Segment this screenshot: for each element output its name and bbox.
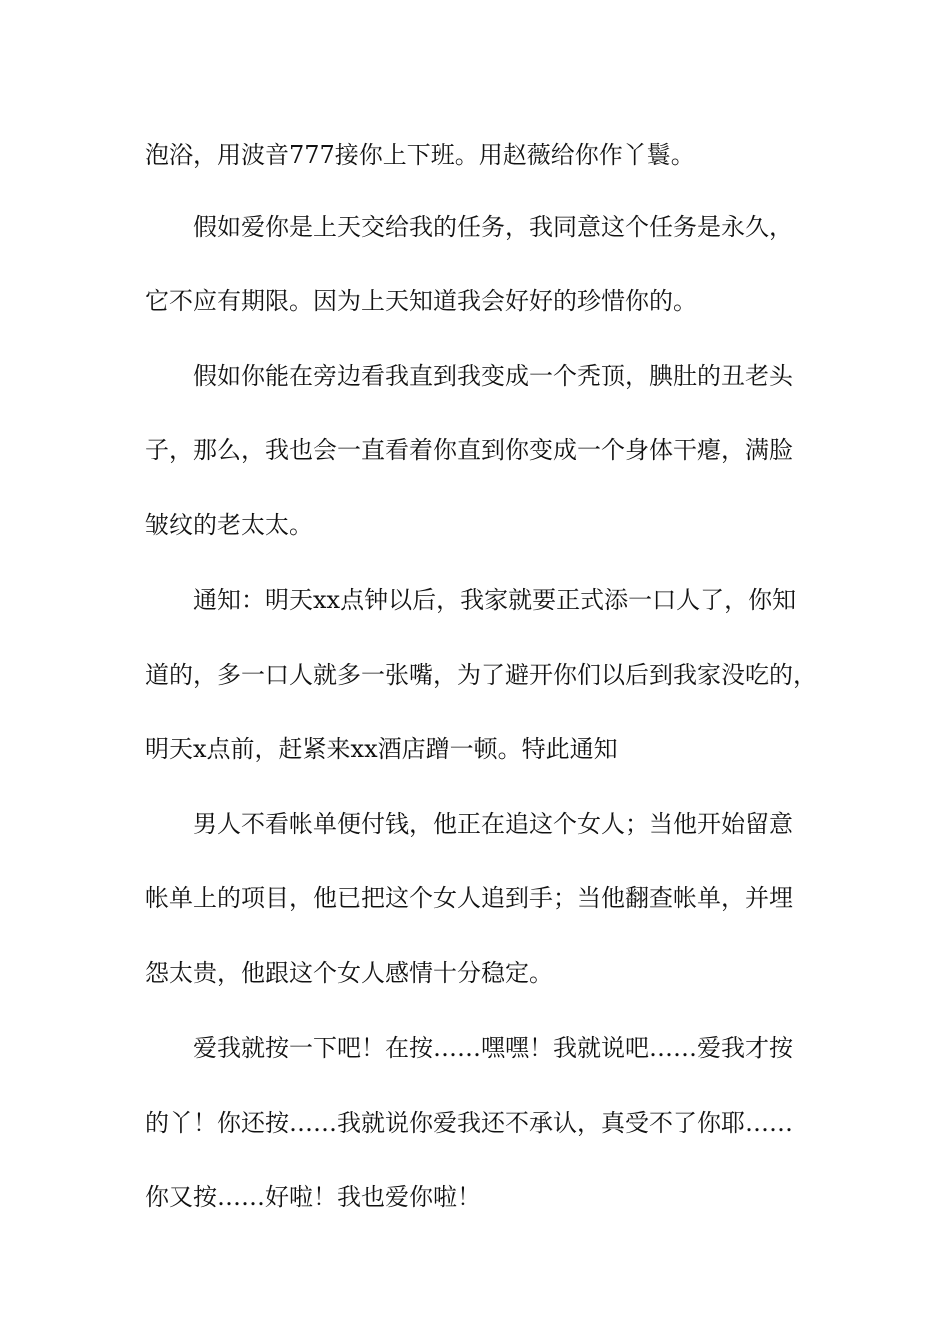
text-line: 明天x点前，赶紧来xx酒店蹭一顿。特此通知 [145,735,618,763]
text-line: 的丫！你还按……我就说你爱我还不承认，真受不了你耶…… [145,1109,793,1137]
text-line: 帐单上的项目，他已把这个女人追到手；当他翻查帐单，并埋 [145,884,793,912]
text-line: 男人不看帐单便付钱，他正在追这个女人；当他开始留意 [193,810,793,838]
text-line: 怨太贵，他跟这个女人感情十分稳定。 [145,959,553,987]
text-line: 假如爱你是上天交给我的任务，我同意这个任务是永久， [193,213,793,241]
text-line: 爱我就按一下吧！在按……嘿嘿！我就说吧……爱我才按 [193,1034,793,1062]
text-line: 它不应有期限。因为上天知道我会好好的珍惜你的。 [145,287,697,315]
text-line: 通知：明天xx点钟以后，我家就要正式添一口人了，你知 [193,586,797,614]
text-line: 子，那么，我也会一直看着你直到你变成一个身体干瘪，满脸 [145,436,793,464]
text-line: 假如你能在旁边看我直到我变成一个秃顶，腆肚的丑老头 [193,362,793,390]
text-line: 皱纹的老太太。 [145,511,313,539]
text-line: 你又按……好啦！我也爱你啦！ [145,1183,481,1211]
text-line: 泡浴，用波音777接你上下班。用赵薇给你作丫鬟。 [145,141,695,169]
text-line: 道的，多一口人就多一张嘴，为了避开你们以后到我家没吃的， [145,661,817,689]
